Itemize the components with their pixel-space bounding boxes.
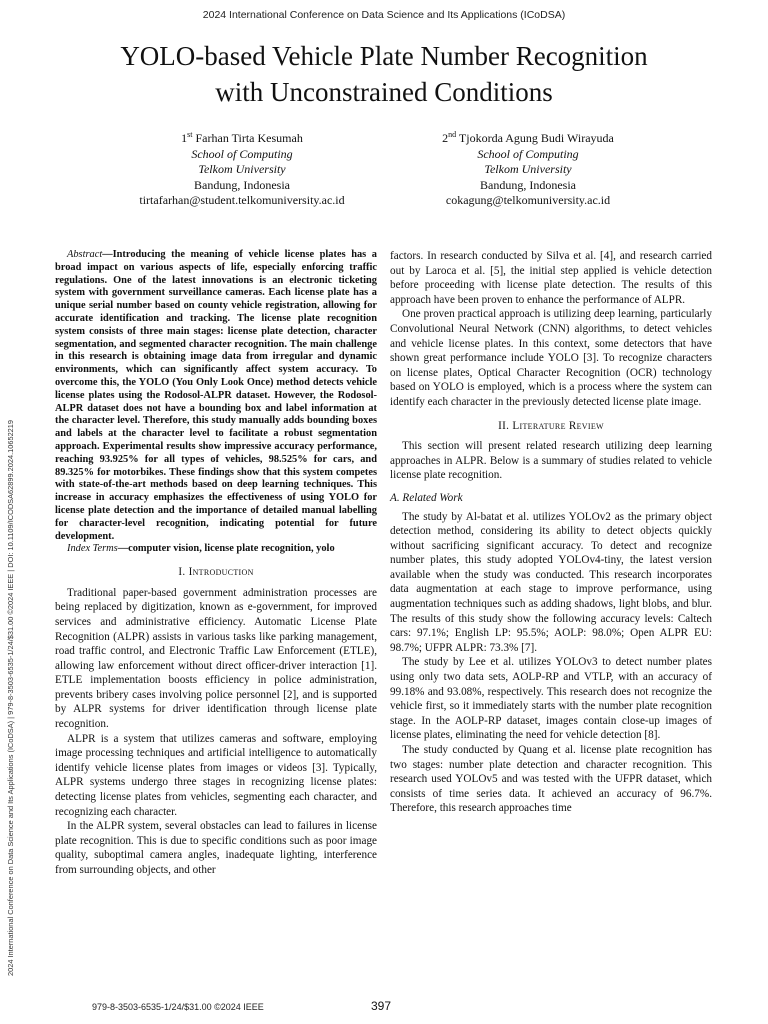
author-fullname: Farhan Tirta Kesumah bbox=[195, 131, 303, 145]
index-terms-lead: Index Terms bbox=[67, 543, 118, 555]
author-block-1 bbox=[92, 127, 392, 209]
page-number: 397 bbox=[371, 999, 392, 1013]
index-terms-text: —computer vision, license plate recognition, yolo bbox=[117, 543, 335, 555]
paragraph: One proven practical approach is utilizing deep learning, particularly Convolutional Neural Network (CNN) algorithms, to detect vehicles and vehicle license plates. In this context, some detectors that have shown great performance include YOLO [3]. To recognize characters on license plates, Optical Character Recognition (OCR) technology based on YOLO is employed, which is a process where the system can identify each character in the previously detected license plate image. bbox=[390, 308, 712, 408]
footer-copyright: 979-8-3503-6535-1/24/$31.00 ©2024 IEEE bbox=[92, 1002, 264, 1012]
author-location: Bandung, Indonesia bbox=[480, 177, 576, 192]
conference-header: 2024 International Conference on Data Science and Its Applications (ICoDSA) bbox=[202, 9, 566, 21]
author-email: tirtafarhan@student.telkomuniversity.ac.id bbox=[139, 193, 345, 208]
author-location: Bandung, Indonesia bbox=[194, 177, 290, 192]
paragraph: The study by Al-batat et al. utilizes YOLOv2 as the primary object detection method, considering its ability to detect objects quickly without sacrificing significant accuracy. To detect and recognize number plates, this study adopted YOLOv4-tiny, the latest version available when the study was conducted. This research incorporates data augmentation at each stage to improve performance, using augmentation techniques such as adding shadows, light blobs, and blur. The results of this study show the following accuracy levels: Caltech cars: 97.1%; English LP: 95.5%; AOLP: 98.0%; Open ALPR EU: 98.7%; UFPR ALPR: 73.3% [7]. bbox=[390, 510, 712, 654]
author-affiliation: School of Computing bbox=[191, 146, 293, 161]
paragraph: ALPR is a system that utilizes cameras and software, employing image processing techniques and artificial intelligence to automatically identify vehicle license plates from images or videos [3]. Typically, ALPR systems undergo three stages in recognizing license plates: detecting license plates from vehicles, segmenting each character, and recognizing each character. bbox=[55, 732, 377, 818]
abstract bbox=[55, 249, 377, 543]
section-heading-introduction bbox=[55, 565, 377, 580]
section-title: Literature Review bbox=[512, 419, 604, 432]
author-ordinal: 2 bbox=[442, 131, 449, 145]
author-email: cokagung@telkomuniversity.ac.id bbox=[445, 193, 611, 208]
doi-side-strip: 2024 International Conference on Data Science and Its Applications (ICoDSA) | 979-8-3503-6535-1/24/$31.00 ©2024 IEEE | DOI: 10.1109/ICODSA62899.2024.10652219 bbox=[6, 419, 15, 976]
left-column bbox=[55, 249, 377, 878]
author-affiliation: School of Computing bbox=[477, 146, 579, 161]
author-ordinal: 1 bbox=[181, 131, 188, 145]
section-number: I. bbox=[178, 566, 186, 579]
section-title: Introduction bbox=[188, 566, 254, 579]
section-heading-literature-review bbox=[390, 419, 712, 434]
paragraph: In the ALPR system, several obstacles can lead to failures in license plate recognition. This is due to specific conditions such as poor image quality, suboptimal camera angles, inadequate lighting, interference from surrounding objects, and other bbox=[55, 820, 377, 876]
section-number: II. bbox=[498, 419, 510, 432]
author-name bbox=[378, 127, 678, 147]
paper-title bbox=[40, 38, 728, 110]
author-block-2 bbox=[378, 127, 678, 209]
paragraph: factors. In research conducted by Silva et al. [4], and research carried out by Laroca et al. [5], the initial step applied is vehicle detection before proceeding with license plate detection. The results of this approach have been proven to enhance the performance of ALPR. bbox=[390, 250, 712, 306]
author-name bbox=[92, 127, 392, 147]
author-university: Telkom University bbox=[198, 162, 286, 177]
paragraph: Traditional paper-based government administration processes are being replaced by digitization, known as e-government, for improved services and administrative efficiency. Automatic License Plate Recognition (ALPR) assists in various tasks like parking management, road traffic control, and Electronic Traffic Law Enforcement (ETLE), allowing law enforcement without direct officer-driver interaction [1]. ETLE implementation boosts efficiency in police administration, prevents bribery cases involving police personnel [2], and is supported by ALPR systems for driver identification through license plate recognition. bbox=[55, 586, 377, 731]
paragraph: The study conducted by Quang et al. license plate recognition has two stages: number plate detection and character recognition. This research used YOLOv5 and was tested with the UFPR dataset, which consists of time series data. It achieved an accuracy of 96.7%. Therefore, this research approaches time bbox=[390, 744, 712, 815]
author-ordinal-suffix: st bbox=[187, 130, 193, 139]
author-fullname: Tjokorda Agung Budi Wirayuda bbox=[458, 131, 614, 145]
abstract-text: —Introducing the meaning of vehicle license plates has a broad impact on various aspects of life, especially enforcing traffic regulations. One of the latest innovations is an electronic ticketing system with government surveillance cameras. Each license plate has a unique serial number based on county vehicle registration, allowing for accurate identification and tracking. The license plate recognition system consists of three main stages: license plate detection, character segmentation, and segmented character recognition. The main challenge in this research is obtaining image data from irregular and dynamic environments, which can significantly affect system accuracy. To overcome this, the YOLO (You Only Look Once) method detects vehicle license plates using the Rodosol-ALPR dataset. However, the Rodosol-ALPR dataset does not have a bounding box and label information at the character level. Therefore, this study manually adds bounding boxes and labels at the character level to facilitate a robust segmentation approach. Experimental results show impressive accuracy performance, reaching 93.925% for all types of vehicles, 98.525% for cars, and 89.325% for motorbikes. These findings show that this system competes with state-of-the-art methods based on deep learning techniques. This increase in accuracy emphasizes the effectiveness of using YOLO for license plate detection and the importance of detailed manual labelling for character-level recognition, indicating potential for future development. bbox=[55, 249, 377, 542]
paragraph: The study by Lee et al. utilizes YOLOv3 to detect number plates using only two data sets, AOLP-RP and VTLP, with an accuracy of 99.18% and 93.08%, respectively. This research does not recognize the vehicle first, so it immediately starts with the number plate recognition stage. In the AOLP-RP dataset, images contain close-up images of license plates, eliminating the need for vehicle detection [8]. bbox=[390, 656, 712, 742]
paragraph: This section will present related research utilizing deep learning approaches in ALPR. Below is a summary of studies related to vehicle license plate recognition. bbox=[390, 440, 712, 482]
author-ordinal-suffix: nd bbox=[448, 130, 457, 139]
abstract-lead: Abstract bbox=[67, 249, 103, 260]
right-column bbox=[390, 249, 712, 816]
paper-title-line-2: with Unconstrained Conditions bbox=[215, 77, 553, 107]
paper-title-line-1: YOLO-based Vehicle Plate Number Recognition bbox=[120, 41, 648, 71]
index-terms bbox=[55, 543, 377, 556]
author-university: Telkom University bbox=[484, 162, 572, 177]
subsection-heading-related-work: A. Related Work bbox=[390, 491, 463, 504]
